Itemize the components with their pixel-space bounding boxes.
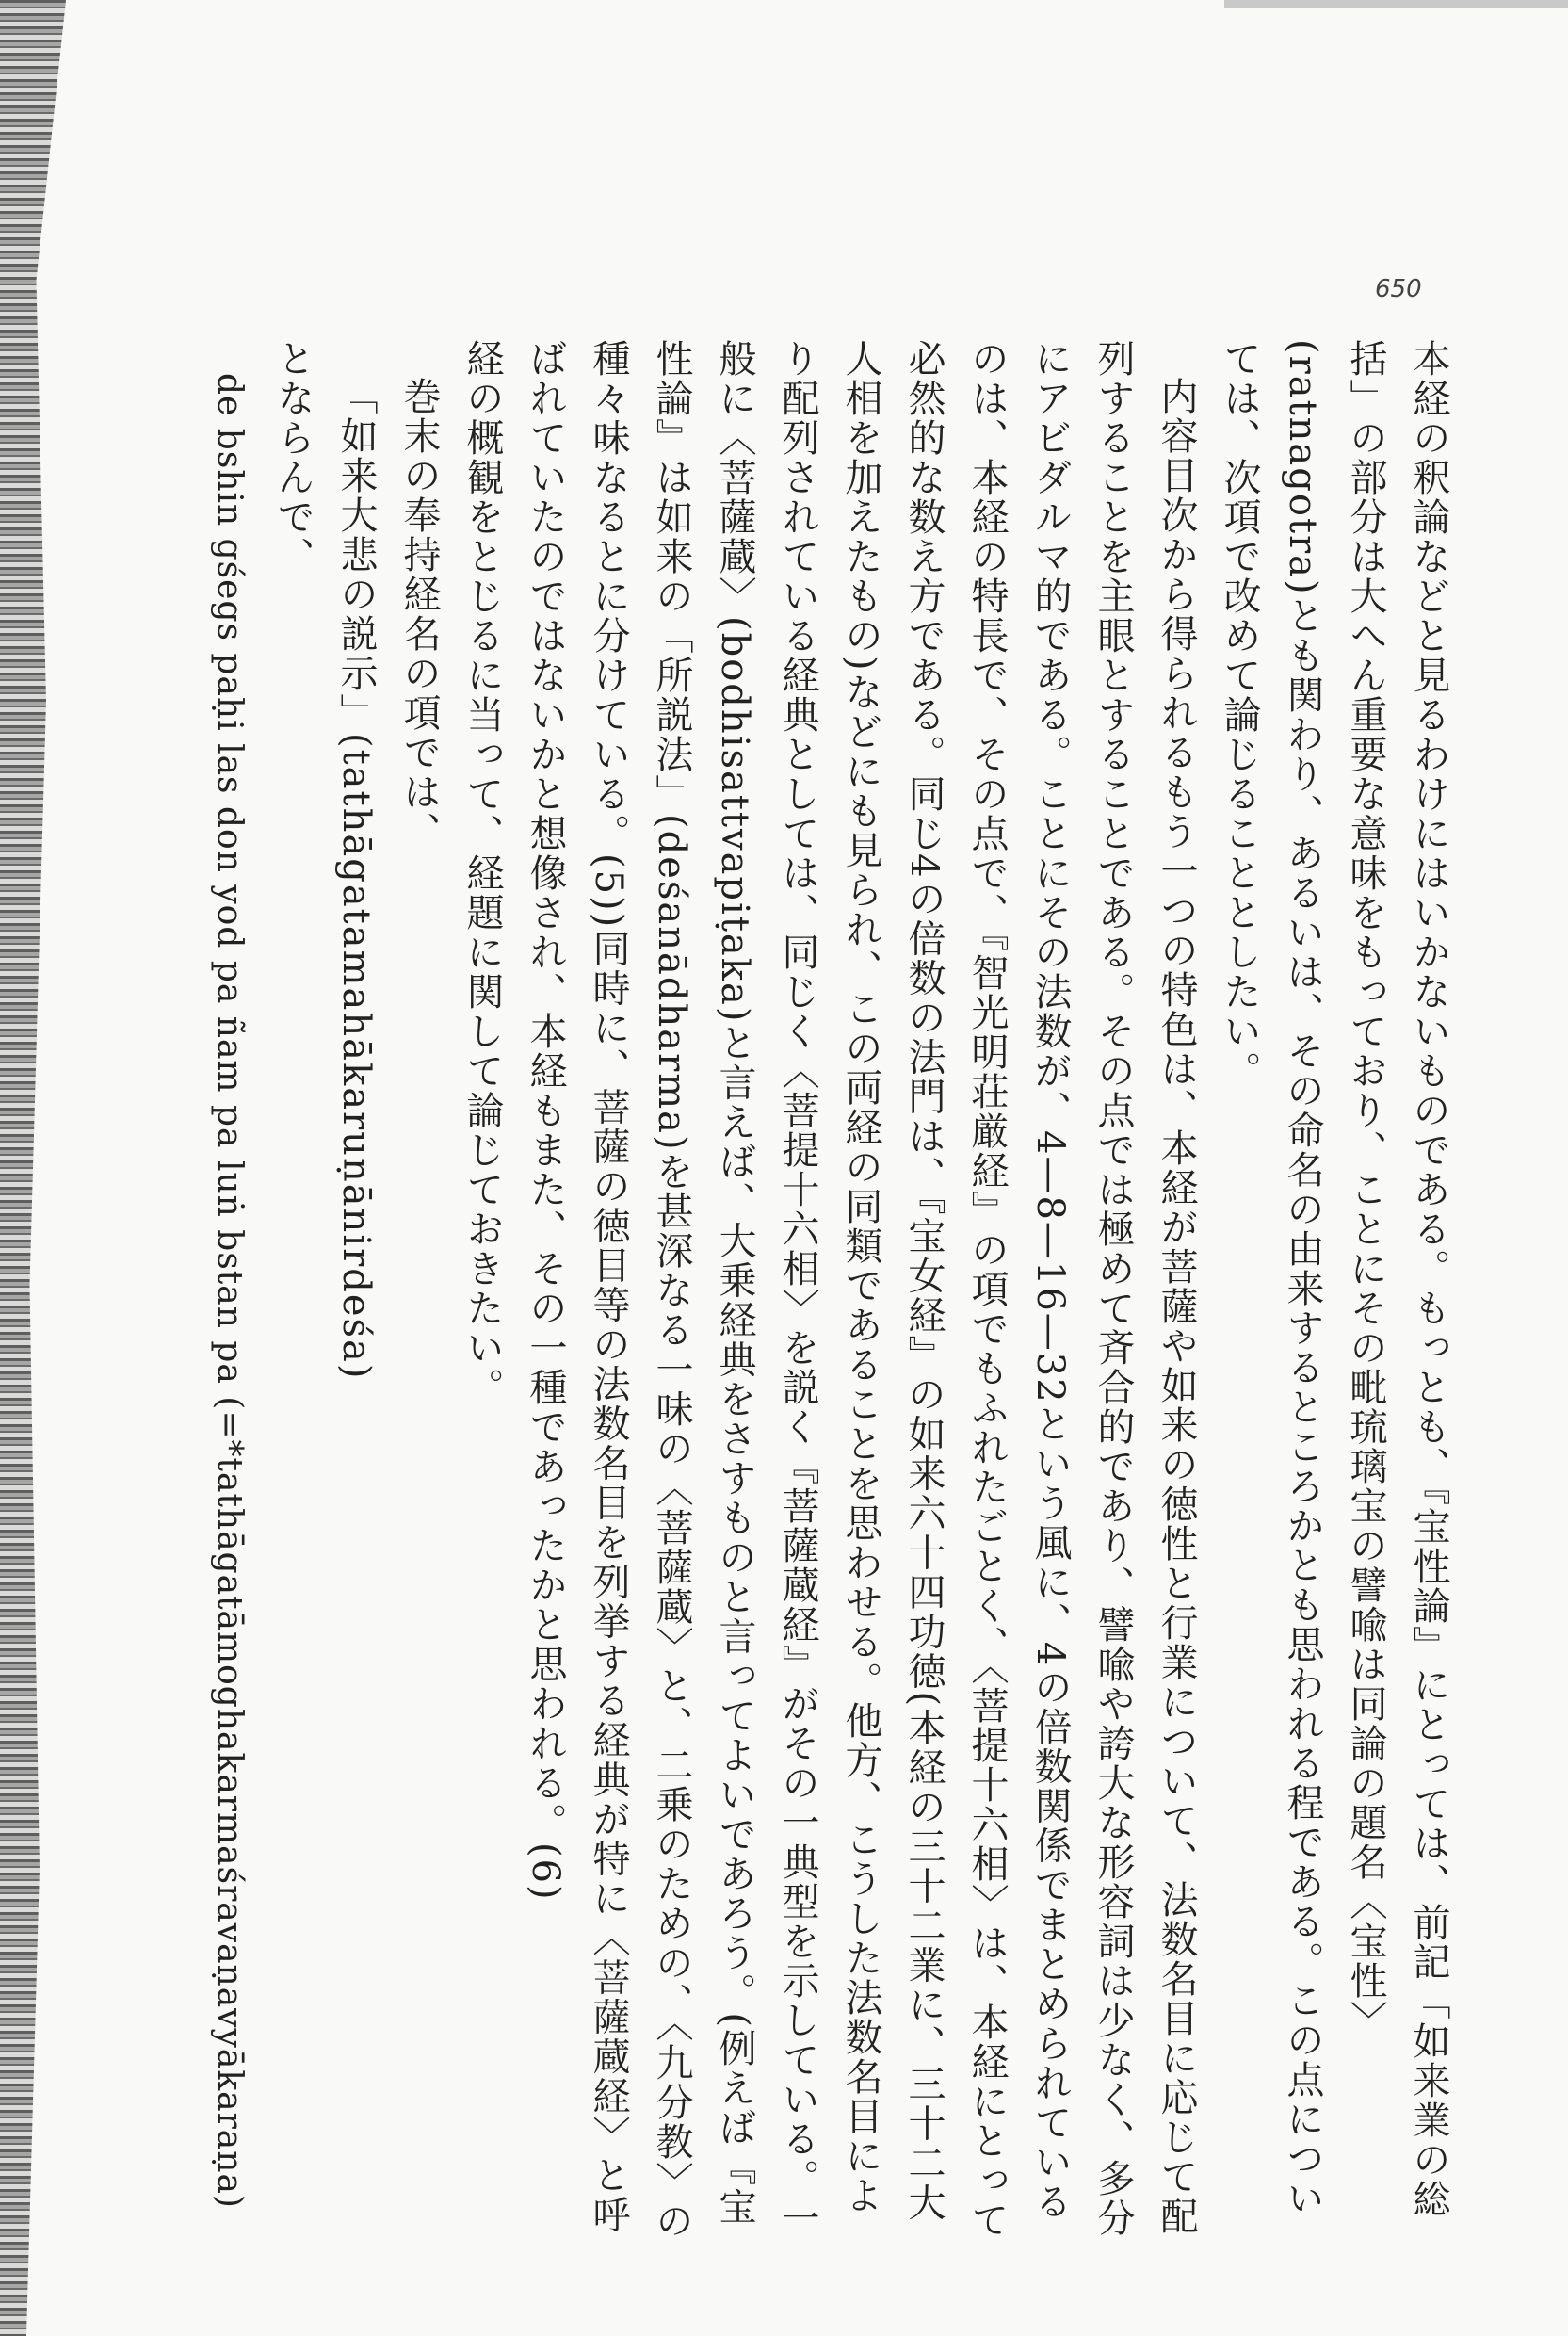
paragraph-3: 経の概観をとじるに当って、経題に関して論じておきたい。 <box>461 339 504 1407</box>
vertical-text-body <box>210 339 1460 2242</box>
paragraph-5: 「如来大悲の説示」(tathāgatamahākaruṇānirdeśa) <box>334 377 378 1381</box>
book-binding-shadow <box>0 0 66 2336</box>
tibetan-title-line: de bshin gśegs paḥi las don yod pa ñam pa luṅ bstan pa (=*tathāgatāmoghakarmaśravaṇavyākaraṇa) <box>210 373 249 2209</box>
top-edge-mark <box>1224 0 1568 8</box>
paragraph-2: 内容目次から得られるもう一つの特色は、本経が菩薩や如来の徳性と行業について、法数名目に応じて配列することを主眼とすることである。その点では極めて斉合的であり、譬喩や誇大な形容詞は少なく、多分にアビダルマ的である。ことにその法数が、4—8—16—32という風に、4の倍数関係でまとめられているのは、本経の特長で、その点で、『智光明荘厳経』の項でもふれたごとく、〈菩提十六相〉は、本経にとって必然的な数え方である。同じ4の倍数の法門は、『宝女経』の如来六十四功徳(本経の三十二業に、三十二大人相を加えたもの)などにも見られ、この両経の同類であることを思わせる。他方、こうした法数名目により配列されている経典としては、同じく〈菩提十六相〉を説く『菩薩蔵経』がその一典型を示している。一般に〈菩薩蔵〉(bodhisattvapiṭaka)と言えば、大乗経典をさすものと言ってよいであろう。(例えば『宝性論』は如来の「所説法」(deśanādharma)を甚深なる一味の〈菩薩蔵〉と、二乗のための、〈九分教〉の種々味なるとに分けている。(5))同時に、菩薩の徳目等の法数名目を列挙する経典が特に〈菩薩蔵経〉と呼ばれていたのではないかと想像され、本経もまた、その一種であったかと思われる。(6) <box>524 339 1198 2241</box>
paragraph-4: 巻末の奉持経名の項では、 <box>397 377 441 852</box>
page-number: 650 <box>1375 275 1422 303</box>
paragraph-6: とならんで、 <box>271 339 315 576</box>
paragraph-1: 本経の釈論などと見るわけにはいかないものである。もっとも、『宝性論』にとっては、前記「如来業の総括」の部分は大へん重要な意味をもっており、ことにその毗琉璃宝の譬喩は同論の題名〈宝性〉(ratnagotra)とも関わり、あるいは、その命名の由来するところかとも思われる程である。この点については、次項で改めて論じることとしたい。 <box>1218 339 1450 2219</box>
